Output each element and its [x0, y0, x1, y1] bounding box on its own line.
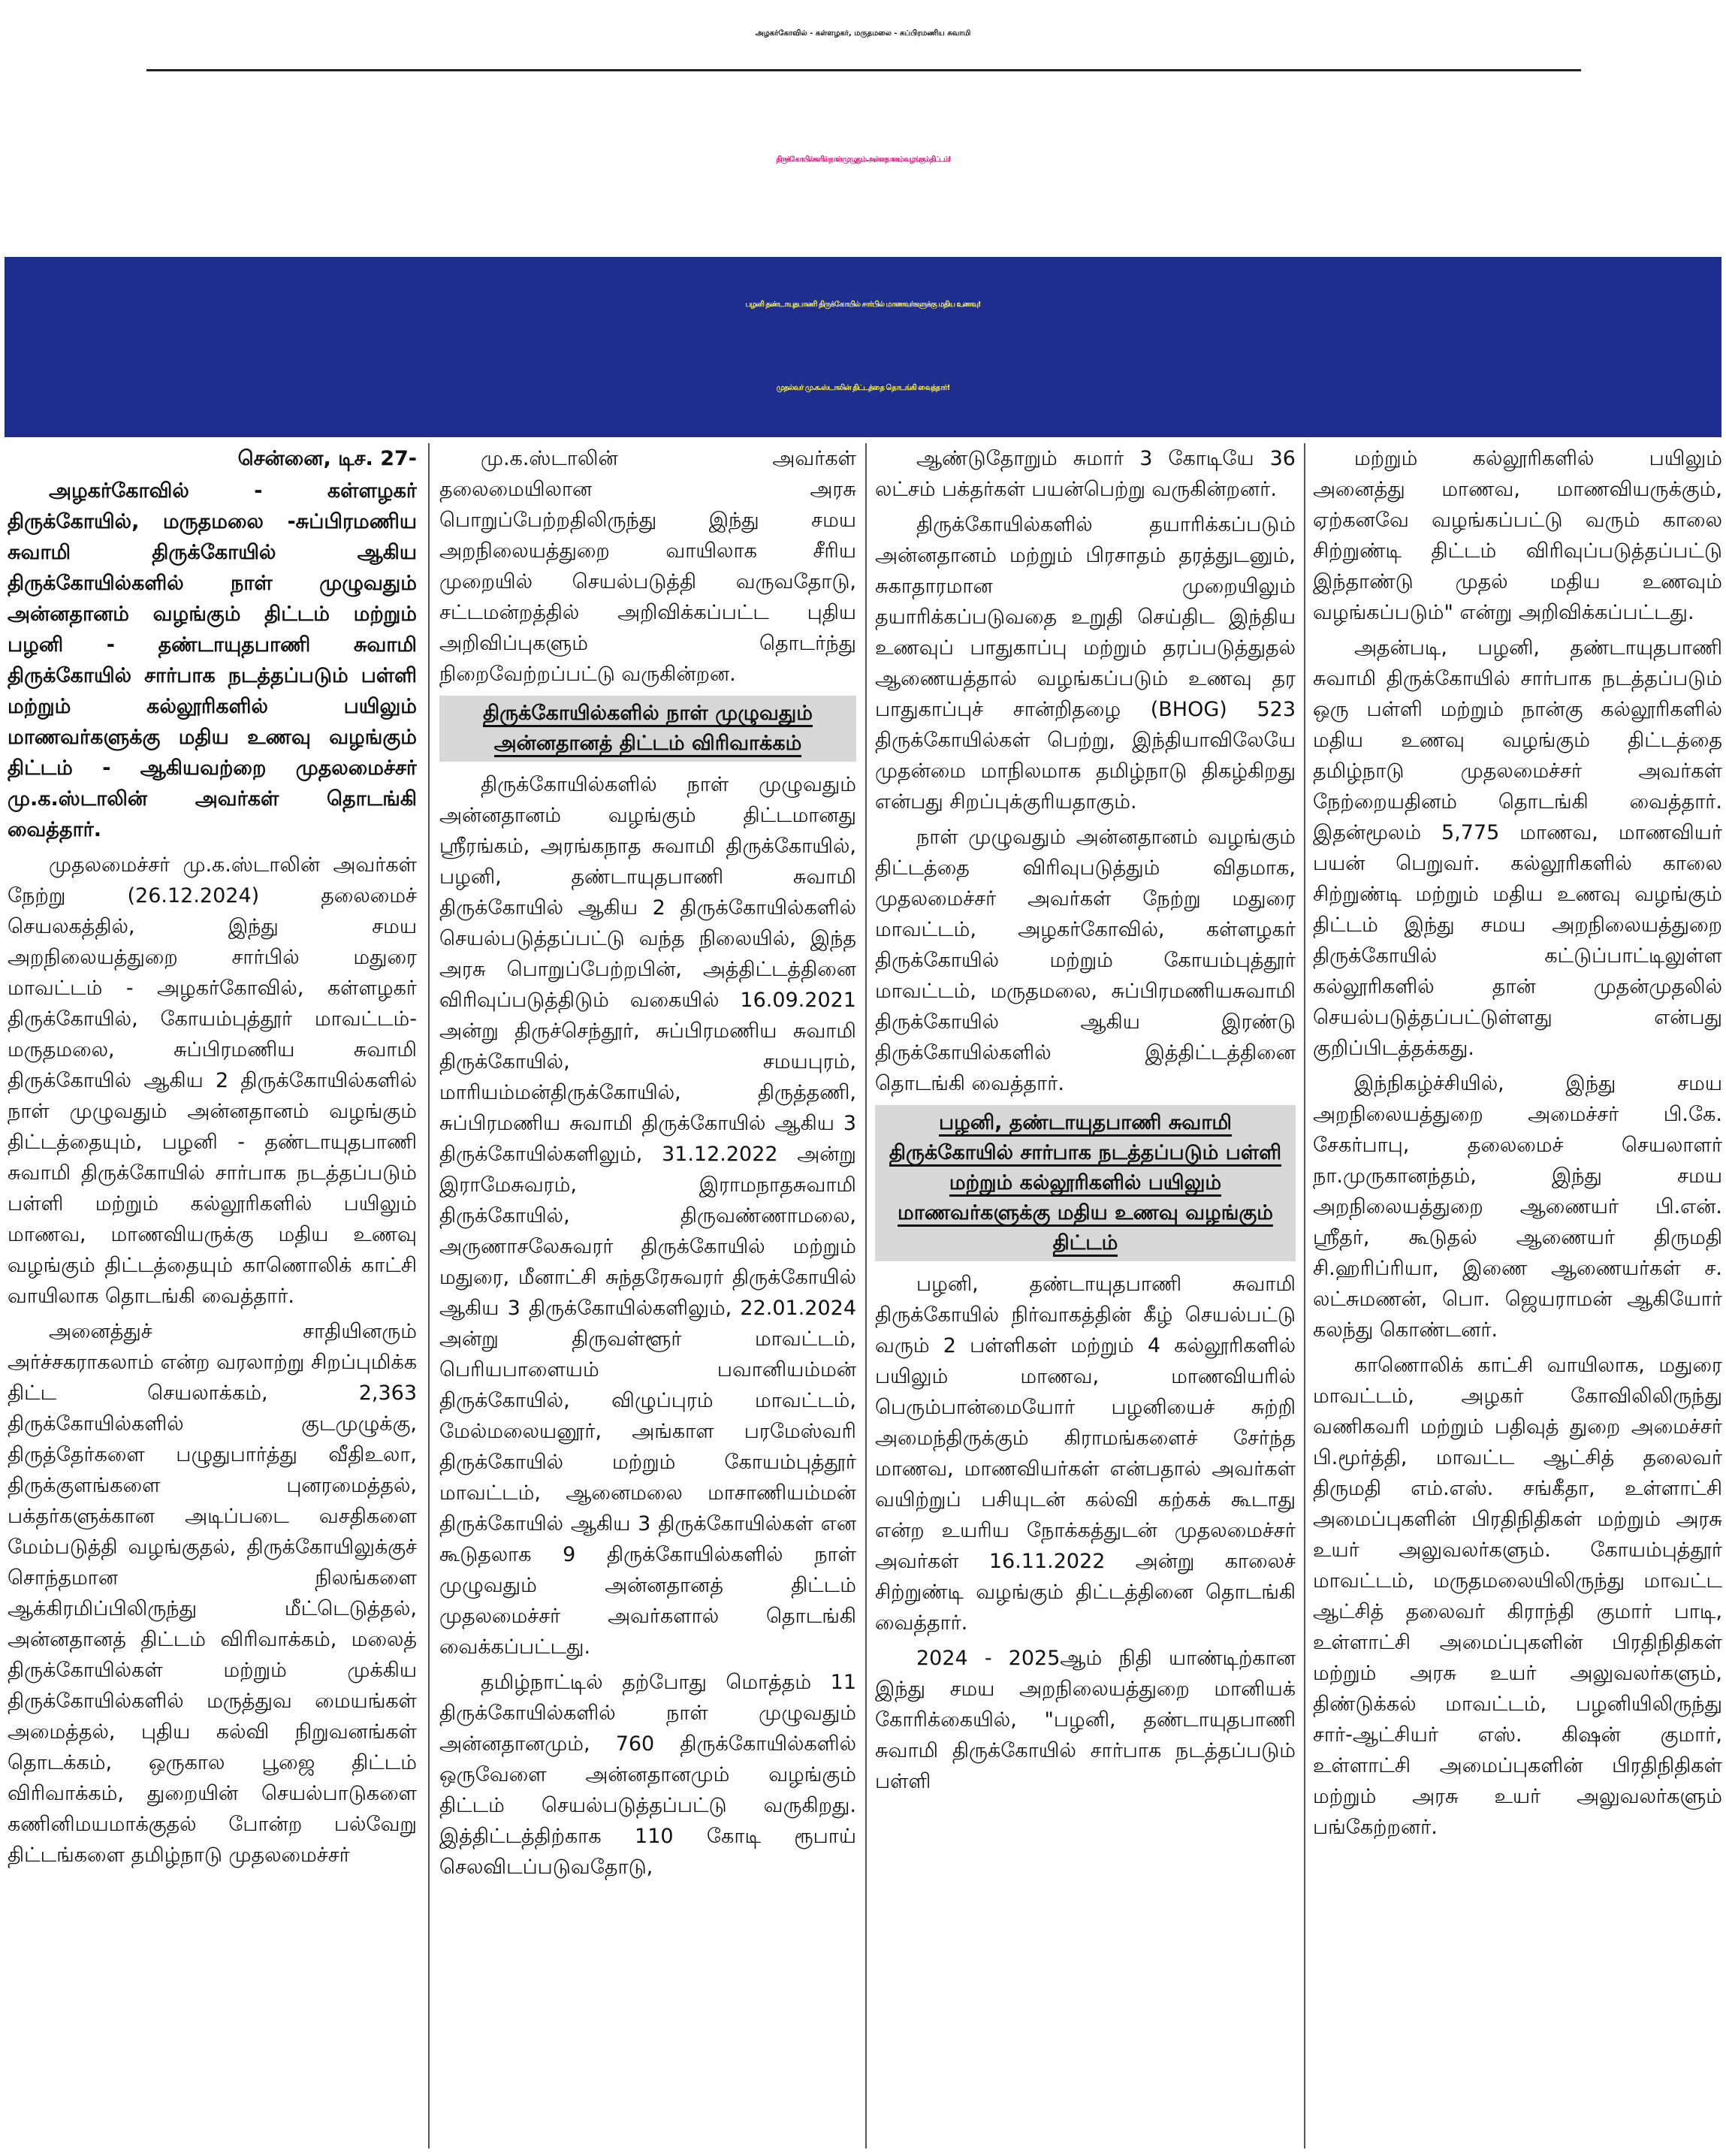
main-headline: திருக்கோயில்களில் நாள் முழுதும் அன்னதானம் வழங்கும் திட்டம்! [776, 156, 950, 164]
subheading-text: பழனி, தண்டாயுதபாணி சுவாமி திருக்கோயில் சார்பாக நடத்தப்படும் பள்ளி மற்றும் கல்லூரிகளில் பயிலும் மாணவர்களுக்கு மதிய உணவு வழங்கும் திட்டம் [889, 1111, 1281, 1257]
paragraph: அனைத்துச் சாதியினரும் அர்ச்சகராகலாம் என்ற வரலாற்று சிறப்புமிக்க திட்ட செயலாக்கம், 2,363 திருக்கோயில்களில் குடமுழுக்கு, திருத்தேர்களை பழுதுபார்த்து வீதிஉலா, திருக்குளங்களை புனரமைத்தல், பக்தர்களுக்கான அடிப்படை வசதிகளை மேம்படுத்தி வழங்குதல், திருக்கோயிலுக்குச் சொந்தமான நிலங்களை ஆக்கிரமிப்பிலிருந்து மீட்டெடுத்தல், அன்னதானத் திட்டம் விரிவாக்கம், மலைத் திருக்கோயில்கள் மற்றும் முக்கிய திருக்கோயில்களில் மருத்துவ மையங்கள் அமைத்தல், புதிய கல்வி நிறுவனங்கள் தொடக்கம், ஒருகால பூஜை திட்டம் விரிவாக்கம், துறையின் செயல்பாடுகளை கணினிமயமாக்குதல் போன்ற பல்வேறு திட்டங்களை தமிழ்நாடு முதலமைச்சர் [8, 1320, 417, 1867]
paragraph: காணொலிக் காட்சி வாயிலாக, மதுரை மாவட்டம், அழகர் கோவிலிலிருந்து வணிகவரி மற்றும் பதிவுத் துறை அமைச்சர் பி.மூர்த்தி, மாவட்ட ஆட்சித் தலைவர் திருமதி எம்.எஸ். சங்கீதா, உள்ளாட்சி அமைப்புகளின் பிரதிநிதிகள் மற்றும் அரசு உயர் அலுவலர்களும். கோயம்புத்தூர் மாவட்டம், மருதமலையிலிருந்து மாவட்ட ஆட்சித் தலைவர் கிராந்தி குமார் பாடி, உள்ளாட்சி அமைப்புகளின் பிரதிநிதிகள் மற்றும் அரசு உயர் அலுவலர்களும், திண்டுக்கல் மாவட்டம், பழனியிலிருந்து சார்-ஆட்சியர் எஸ். கிஷன் குமார், உள்ளாட்சி அமைப்புகளின் பிரதிநிதிகள் மற்றும் அரசு உயர் அலுவலர்களும் பங்கேற்றனர். [1313, 1354, 1722, 1839]
column-divider [865, 443, 867, 2148]
article-column-3 [875, 443, 1296, 2148]
banner-line-1: பழனி தண்டாயுதபாணி திருக்கோயில் சார்பில் மாணவர்களுக்கு மதிய உணவு! [745, 300, 981, 309]
paragraph: மு.க.ஸ்டாலின் அவர்கள் தலைமையிலான அரசு பொறுப்பேற்றதிலிருந்து இந்து சமய அறநிலையத்துறை வாயிலாக சீரிய முறையில் செயல்படுத்தி வருவதோடு, சட்டமன்றத்தில் அறிவிக்கப்பட்ட புதிய அறிவிப்புகளும் தொடர்ந்து நிறைவேற்றப்பட்டு வருகின்றன. [439, 447, 856, 686]
section-subheading [439, 696, 856, 762]
banner-line-2: முதல்வர் மு.க.ஸ்டாலின் திட்டத்தை தொடங்கி வைத்தார்! [776, 384, 950, 392]
paragraph: நாள் முழுவதும் அன்னதானம் வழங்கும் திட்டத்தை விரிவுபடுத்தும் விதமாக, முதலமைச்சர் அவர்கள் நேற்று மதுரை மாவட்டம், அழகர்கோவில், கள்ளழகர் திருக்கோயில் மற்றும் கோயம்புத்தூர் மாவட்டம், மருதமலை, சுப்பிரமணியசுவாமி திருக்கோயில் ஆகிய இரண்டு திருக்கோயில்களில் இத்திட்டத்தினை தொடங்கி வைத்தார். [875, 826, 1296, 1095]
paragraph: திருக்கோயில்களில் நாள் முழுவதும் அன்னதானம் வழங்கும் திட்டமானது ஸ்ரீரங்கம், அரங்கநாத சுவாமி திருக்கோயில், பழனி, தண்டாயுதபாணி சுவாமி திருக்கோயில் ஆகிய 2 திருக்கோயில்களில் செயல்படுத்தப்பட்டு வந்த நிலையில், இந்த அரசு பொறுப்பேற்றபின், அத்திட்டத்தினை விரிவுப்படுத்திடும் வகையில் 16.09.2021 அன்று திருச்செந்தூர், சுப்பிரமணிய சுவாமி திருக்கோயில், சமயபுரம், மாரியம்மன்திருக்கோயில், திருத்தணி, சுப்பிரமணிய சுவாமி திருக்கோயில் ஆகிய 3 திருக்கோயில்களிலும், 31.12.2022 அன்று இராமேசுவரம், இராமநாதசுவாமி திருக்கோயில், திருவண்ணாமலை, அருணாசலேசுவரர் திருக்கோயில் மற்றும் மதுரை, மீனாட்சி சுந்தரேசுவரர் திருக்கோயில் ஆகிய 3 திருக்கோயில்களிலும், 22.01.2024 அன்று திருவள்ளூர் மாவட்டம், பெரியபாளையம் பவானியம்மன் திருக்கோயில், விழுப்புரம் மாவட்டம், மேல்மலையனூர், அங்காள பரமேஸ்வரி திருக்கோயில் மற்றும் கோயம்புத்தூர் மாவட்டம், ஆனைமலை மாசாணியம்மன் திருக்கோயில் ஆகிய 3 திருக்கோயில்கள் என கூடுதலாக 9 திருக்கோயில்களில் நாள் முழுவதும் அன்னதானத் திட்டம் முதலமைச்சர் அவர்களால் தொடங்கி வைக்கப்பட்டது. [439, 773, 856, 1659]
column-divider [1304, 443, 1305, 2148]
subheadline-banner [5, 257, 1721, 437]
paragraph: ஆண்டுதோறும் சுமார் 3 கோடியே 36 லட்சம் பக்தர்கள் பயன்பெற்று வருகின்றனர். [875, 447, 1296, 501]
subheading-text: திருக்கோயில்களில் நாள் முழுவதும் அன்னதானத் திட்டம் விரிவாக்கம் [483, 702, 813, 757]
dateline: சென்னை, டிச. 27- [237, 447, 417, 470]
paragraph: திருக்கோயில்களில் தயாரிக்கப்படும் அன்னதானம் மற்றும் பிரசாதம் தரத்துடனும், சுகாதாரமான முறையிலும் தயாரிக்கப்படுவதை உறுதி செய்திட இந்திய உணவுப் பாதுகாப்பு மற்றும் தரப்படுத்துதல் ஆணையத்தால் வழங்கப்படும் உணவு தர பாதுகாப்புச் சான்றிதழை (BHOG) 523 திருக்கோயில்கள் பெற்று, இந்தியாவிலேயே முதன்மை மாநிலமாக தமிழ்நாடு திகழ்கிறது என்பது சிறப்புக்குரியதாகும். [875, 513, 1296, 814]
lead-paragraph: அழகர்கோவில் - கள்ளழகர் திருக்கோயில், மருதமலை -சுப்பிரமணிய சுவாமி திருக்கோயில் ஆகிய திருக்கோயில்களில் நாள் முழுவதும் அன்னதானம் வழங்கும் திட்டம் மற்றும் பழனி - தண்டாயுதபாணி சுவாமி திருக்கோயில் சார்பாக நடத்தப்படும் பள்ளி மற்றும் கல்லூரிகளில் பயிலும் மாணவர்களுக்கு மதிய உணவு வழங்கும் திட்டம் - ஆகியவற்றை முதலமைச்சர் மு.க.ஸ்டாலின் அவர்கள் தொடங்கி வைத்தார். [8, 479, 417, 841]
paragraph: இந்நிகழ்ச்சியில், இந்து சமய அறநிலையத்துறை அமைச்சர் பி.கே. சேகர்பாபு, தலைமைச் செயலாளர் நா.முருகானந்தம், இந்து சமய அறநிலையத்துறை ஆணையர் பி.என். ஸ்ரீதர், கூடுதல் ஆணையர் திருமதி சி.ஹரிப்ரியா, இணை ஆணையர்கள் ச. லட்சுமணன், பொ. ஜெயராமன் ஆகியோர் கலந்து கொண்டனர். [1313, 1072, 1722, 1342]
kicker-divider [146, 69, 1581, 71]
paragraph: பழனி, தண்டாயுதபாணி சுவாமி திருக்கோயில் நிர்வாகத்தின் கீழ் செயல்பட்டு வரும் 2 பள்ளிகள் மற்றும் 4 கல்லூரிகளில் பயிலும் மாணவ, மாணவியரில் பெரும்பான்மையோர் பழனியைச் சுற்றி அமைந்திருக்கும் கிராமங்களைச் சேர்ந்த மாணவ, மாணவியர்கள் என்பதால் அவர்கள் வயிற்றுப் பசியுடன் கல்வி கற்கக் கூடாது என்ற உயரிய நோக்கத்துடன் முதலமைச்சர் அவர்கள் 16.11.2022 அன்று காலைச் சிற்றுண்டி வழங்கும் திட்டத்தினை தொடங்கி வைத்தார். [875, 1273, 1296, 1635]
paragraph: மற்றும் கல்லூரிகளில் பயிலும் அனைத்து மாணவ, மாணவியருக்கும், ஏற்கனவே வழங்கப்பட்டு வரும் காலை சிற்றுண்டி திட்டம் விரிவுப்படுத்தப்பட்டு இந்தாண்டு முதல் மதிய உணவும் வழங்கப்படும்" என்று அறிவிக்கப்பட்டது. [1313, 447, 1722, 624]
article-column-1 [8, 443, 417, 2148]
section-subheading [875, 1105, 1296, 1261]
kicker-title: அழகர்கோவில் - கள்ளழகர், மருதமலை - சுப்பிரமணிய சுவாமி [755, 29, 971, 38]
paragraph: முதலமைச்சர் மு.க.ஸ்டாலின் அவர்கள் நேற்று (26.12.2024) தலைமைச் செயலகத்தில், இந்து சமய அறநிலையத்துறை சார்பில் மதுரை மாவட்டம் - அழகர்கோவில், கள்ளழகர் திருக்கோயில், கோயம்புத்தூர் மாவட்டம்-மருதமலை, சுப்பிரமணிய சுவாமி திருக்கோயில் ஆகிய 2 திருக்கோயில்களில் நாள் முழுவதும் அன்னதானம் வழங்கும் திட்டத்தையும், பழனி - தண்டாயுதபாணி சுவாமி திருக்கோயில் சார்பாக நடத்தப்படும் பள்ளி மற்றும் கல்லூரிகளில் பயிலும் மாணவ, மாணவியருக்கு மதிய உணவு வழங்கும் திட்டத்தையும் காணொலிக் காட்சி வாயிலாக தொடங்கி வைத்தார். [8, 853, 417, 1308]
paragraph: அதன்படி, பழனி, தண்டாயுதபாணி சுவாமி திருக்கோயில் சார்பாக நடத்தப்படும் ஒரு பள்ளி மற்றும் நான்கு கல்லூரிகளில் மதிய உணவு வழங்கும் திட்டத்தை தமிழ்நாடு முதலமைச்சர் அவர்கள் நேற்றையதினம் தொடங்கி வைத்தார். இதன்மூலம் 5,775 மாணவ, மாணவியர் பயன் பெறுவர். கல்லூரிகளில் காலை சிற்றுண்டி மற்றும் மதிய உணவு வழங்கும் திட்டம் இந்து சமய அறநிலையத்துறை திருக்கோயில் கட்டுப்பாட்டிலுள்ள கல்லூரிகளில் தான் முதன்முதலில் செயல்படுத்தப்பட்டுள்ளது என்பது குறிப்பிடத்தக்கது. [1313, 636, 1722, 1060]
article-column-2 [439, 443, 856, 2148]
column-divider [428, 443, 430, 2148]
paragraph: தமிழ்நாட்டில் தற்போது மொத்தம் 11 திருக்கோயில்களில் நாள் முழுவதும் அன்னதானமும், 760 திருக்கோயில்களில் ஒருவேளை அன்னதானமும் வழங்கும் திட்டம் செயல்படுத்தப்பட்டு வருகிறது. இத்திட்டத்திற்காக 110 கோடி ரூபாய் செலவிடப்படுவதோடு, [439, 1671, 856, 1879]
paragraph: 2024 - 2025ஆம் நிதி யாண்டிற்கான இந்து சமய அறநிலையத்துறை மானியக் கோரிக்கையில், "பழனி, தண்டாயுதபாணி சுவாமி திருக்கோயில் சார்பாக நடத்தப்படும் பள்ளி [875, 1647, 1296, 1793]
article-column-4 [1313, 443, 1722, 2148]
